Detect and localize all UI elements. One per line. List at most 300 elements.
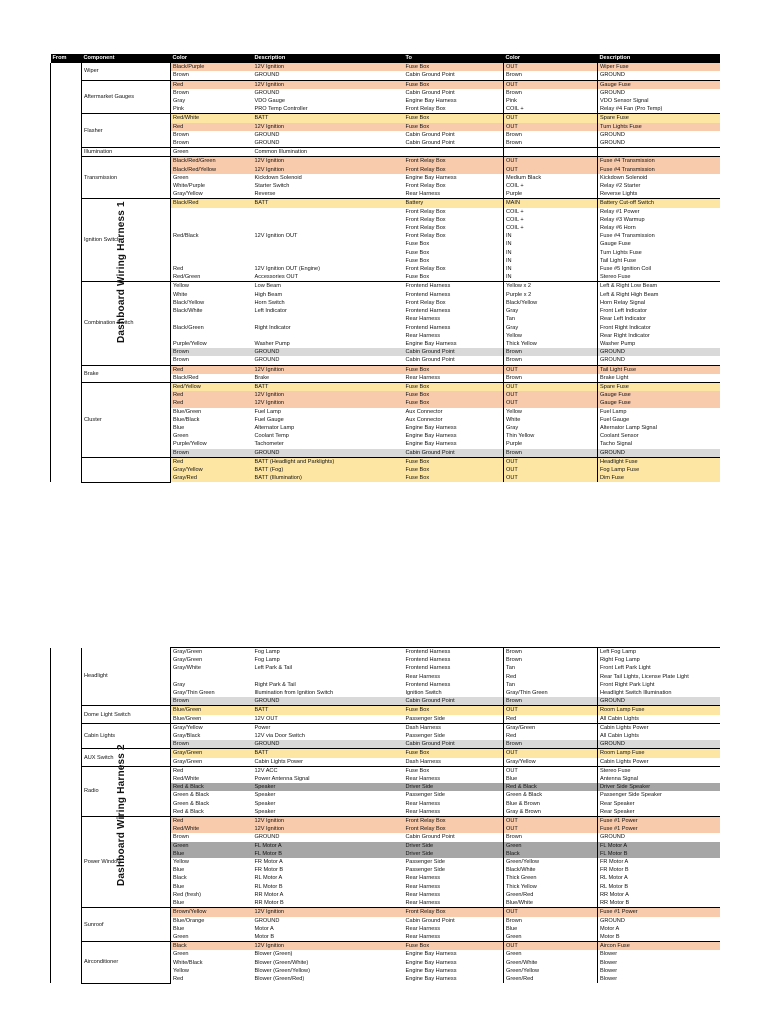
component-cell: Combination Switch	[82, 282, 171, 365]
description-cell: Speaker	[254, 792, 276, 799]
description-cell: Kickdown Solenoid	[254, 174, 302, 181]
to-cell: Cabin Ground Point	[404, 348, 504, 356]
to-cell: Cabin Ground Point	[405, 131, 455, 138]
description-cell: RL Motor A	[254, 875, 283, 882]
table-row	[51, 382, 720, 391]
to-description-cell: RL Motor B	[598, 883, 720, 891]
to-color-cell: Brown	[504, 648, 598, 657]
to-cell: Fuse Box	[404, 114, 504, 123]
to-cell: Engine Bay Harness	[405, 98, 457, 105]
to-cell: Rear Harness	[405, 191, 441, 198]
harness-table-page-1	[50, 54, 719, 483]
from-color-cell	[171, 315, 253, 323]
to-description-cell: GROUND	[598, 348, 720, 356]
to-color-cell: Green	[504, 950, 598, 958]
to-description-cell: Left & Right Low Beam	[598, 282, 720, 291]
from-color-cell: Red	[171, 399, 253, 407]
description-cell: GROUND	[253, 697, 404, 706]
description-cell: Blower (Green/Red)	[254, 975, 305, 982]
description-cell: 12V Ignition	[253, 123, 404, 131]
to-description-cell: Turn Lights Fuse	[598, 123, 720, 131]
from-color-cell: Black/Green	[171, 324, 253, 332]
to-cell: Rear Harness	[405, 875, 441, 882]
component-cell: AUX Switch	[82, 749, 171, 766]
to-description-cell: Fuse #4 Transmission	[598, 157, 720, 166]
to-cell: Rear Harness	[405, 900, 441, 907]
description-cell: Power Antenna Signal	[254, 776, 310, 783]
to-cell: Cabin Ground Point	[404, 697, 504, 706]
description-cell	[253, 249, 404, 257]
to-color-cell: Blue	[504, 775, 598, 783]
to-color-cell: Brown	[504, 697, 598, 706]
from-color-cell: Black/White	[171, 307, 253, 315]
description-cell: BATT	[253, 114, 404, 123]
description-cell: GROUND	[254, 131, 280, 138]
header-cell: Color	[504, 54, 598, 63]
to-description-cell: Stereo Fuse	[598, 766, 720, 775]
component-cell	[82, 457, 171, 482]
to-cell: Frontend Harness	[405, 308, 451, 315]
to-color-cell: Red & Black	[504, 783, 598, 791]
description-cell: Fuel Lamp	[254, 408, 281, 415]
description-cell: Motor B	[254, 933, 275, 940]
to-description-cell: Relay #4 Fan (Pro Temp)	[598, 105, 720, 114]
to-color-cell: Green/Red	[504, 975, 598, 983]
table-row	[51, 706, 720, 715]
to-cell: Engine Bay Harness	[405, 433, 457, 440]
from-color-cell: Brown	[171, 740, 253, 749]
from-color-cell: Red	[171, 391, 253, 399]
header-cell: To	[404, 54, 504, 63]
from-color-cell: White	[171, 291, 253, 299]
to-color-cell: Black	[504, 850, 598, 858]
to-cell: Fuse Box	[404, 474, 504, 482]
component-cell: Airconditioner	[82, 942, 171, 984]
from-color-cell: Gray/Green	[171, 749, 253, 758]
to-description-cell: Blower	[598, 967, 720, 975]
to-color-cell: Gray/Green	[504, 723, 598, 732]
to-color-cell: Blue & Brown	[504, 800, 598, 808]
from-color-cell: Gray/Green	[171, 656, 253, 664]
table-row	[51, 908, 720, 917]
component-cell: Radio	[82, 766, 171, 816]
to-description-cell: Aircon Fuse	[598, 942, 720, 951]
to-description-cell: FL Motor A	[598, 842, 720, 850]
to-color-cell: Tan	[504, 681, 598, 689]
from-color-cell: Red	[171, 766, 253, 775]
description-cell: 12V via Door Switch	[254, 733, 305, 740]
to-cell: Rear Harness	[405, 933, 441, 940]
from-color-cell: Black	[171, 874, 253, 882]
to-description-cell: Alternator Lamp Signal	[598, 424, 720, 432]
from-color-cell: Green & Black	[171, 791, 253, 799]
table-row	[51, 457, 720, 466]
description-cell: 12V OUT	[254, 715, 278, 722]
from-color-cell: Red	[171, 817, 253, 826]
to-cell: Passenger Side	[405, 733, 445, 740]
to-color-cell: IN	[504, 273, 598, 282]
description-cell: Motor A	[254, 925, 274, 932]
to-color-cell: OUT	[504, 399, 598, 407]
to-cell	[404, 148, 504, 157]
from-color-cell: Brown	[171, 71, 253, 80]
from-color-cell: Blue	[171, 850, 253, 858]
description-cell: BATT (Fog)	[253, 466, 404, 474]
to-color-cell: Purple	[504, 190, 598, 199]
from-color-cell	[171, 224, 253, 232]
wiring-table-1	[50, 54, 720, 483]
from-color-cell: Black/Purple	[171, 63, 253, 72]
to-description-cell: Room Lamp Fuse	[598, 706, 720, 715]
from-color-cell: Gray/Black	[171, 732, 253, 740]
description-cell: GROUND	[254, 357, 280, 364]
table-row	[51, 817, 720, 826]
description-cell: FR Motor A	[254, 859, 283, 866]
to-cell: Engine Bay Harness	[405, 340, 457, 347]
description-cell: GROUND	[253, 740, 404, 749]
to-color-cell: Red	[504, 732, 598, 740]
to-description-cell: Headlight Switch Illumination	[598, 689, 720, 697]
description-cell: BATT (Illumination)	[253, 474, 404, 482]
to-color-cell: Green	[504, 842, 598, 850]
to-description-cell: Left Fog Lamp	[598, 648, 720, 657]
to-cell: Fuse Box	[405, 249, 430, 256]
from-color-cell: Green	[171, 950, 253, 958]
to-description-cell: Tail Light Fuse	[598, 365, 720, 374]
description-cell: Starter Switch	[254, 183, 290, 190]
from-color-cell: Blue/Green	[171, 408, 253, 416]
from-color-cell	[171, 240, 253, 248]
description-cell: Fog Lamp	[253, 648, 404, 657]
from-color-cell: Brown	[171, 356, 253, 365]
description-cell: Power	[253, 723, 404, 732]
to-cell: Cabin Ground Point	[405, 140, 455, 147]
from-color-cell: Brown	[171, 139, 253, 148]
description-cell: BATT	[253, 382, 404, 391]
to-color-cell: Brown	[504, 374, 598, 383]
description-cell: Brake	[254, 374, 270, 381]
table-row	[51, 63, 720, 72]
from-color-cell: Green & Black	[171, 800, 253, 808]
to-cell: Rear Harness	[405, 316, 441, 323]
to-color-cell: Green/Red	[504, 891, 598, 899]
from-color-cell: Green	[171, 174, 253, 182]
description-cell: 12V Ignition	[253, 80, 404, 89]
description-cell: Blower (Green/White)	[254, 959, 309, 966]
from-color-cell: Red/White	[171, 114, 253, 123]
to-cell: Engine Bay Harness	[405, 951, 457, 958]
to-color-cell: Purple	[504, 440, 598, 448]
to-cell: Driver Side	[404, 850, 504, 858]
to-cell: Front Relay Box	[405, 106, 446, 113]
description-cell: 12V Ignition	[253, 908, 404, 917]
to-description-cell: FR Motor A	[598, 858, 720, 866]
description-cell: GROUND	[254, 140, 280, 147]
to-color-cell: COIL +	[504, 224, 598, 232]
from-color-cell: Pink	[171, 105, 253, 114]
description-cell: RL Motor B	[254, 883, 283, 890]
to-description-cell: GROUND	[598, 89, 720, 97]
from-color-cell: Blue/Black	[171, 416, 253, 424]
to-color-cell: Thick Green	[504, 874, 598, 882]
to-description-cell: Blower	[598, 975, 720, 983]
to-color-cell: Blue/White	[504, 899, 598, 908]
to-description-cell: Rear Right Indicator	[598, 332, 720, 340]
description-cell	[253, 208, 404, 216]
from-color-cell: Black/Red/Yellow	[171, 166, 253, 174]
from-color-cell: Blue/Green	[171, 715, 253, 724]
to-description-cell: Fuse #4 Transmission	[598, 166, 720, 174]
from-color-cell: Brown	[171, 449, 253, 458]
description-cell: Blower (Green)	[254, 951, 293, 958]
to-color-cell: Pink	[504, 97, 598, 105]
table-row	[51, 766, 720, 775]
from-color-cell	[171, 216, 253, 224]
description-cell: VDO Gauge	[254, 98, 285, 105]
to-description-cell: Gauge Fuse	[598, 240, 720, 248]
to-cell: Fuse Box	[404, 706, 504, 715]
to-color-cell: Red	[504, 715, 598, 724]
description-cell: Accessories OUT	[254, 274, 299, 281]
header-cell: Description	[253, 54, 404, 63]
description-cell: BATT	[253, 706, 404, 715]
to-description-cell: Front Left Indicator	[598, 307, 720, 315]
to-description-cell: Dim Fuse	[598, 474, 720, 482]
to-cell: Front Relay Box	[405, 208, 446, 215]
description-cell: Common Illumination	[253, 148, 404, 157]
description-cell: Low Beam	[253, 282, 404, 291]
to-description-cell: RR Motor B	[598, 899, 720, 908]
from-color-cell: Blue	[171, 883, 253, 891]
to-cell: Passenger Side	[405, 792, 445, 799]
to-cell: Front Relay Box	[404, 817, 504, 826]
to-description-cell: Antenna Signal	[598, 775, 720, 783]
to-cell: Fuse Box	[404, 466, 504, 474]
description-cell: Speaker	[254, 808, 276, 815]
from-color-cell: Red/Green	[171, 273, 253, 282]
table-row	[51, 199, 720, 208]
description-cell: Horn Switch	[254, 299, 285, 306]
to-color-cell: Medium Black	[504, 174, 598, 182]
to-color-cell: Yellow x 2	[504, 282, 598, 291]
to-description-cell: GROUND	[598, 740, 720, 749]
to-color-cell: Brown	[504, 740, 598, 749]
from-color-cell: Gray	[171, 97, 253, 105]
to-description-cell: Brake Light	[598, 374, 720, 383]
to-cell: Fuse Box	[404, 457, 504, 466]
to-description-cell: Front Right Park Light	[598, 681, 720, 689]
from-color-cell	[171, 208, 253, 216]
to-cell: Front Relay Box	[405, 225, 446, 232]
from-color-cell: Red	[171, 265, 253, 273]
to-cell: Frontend Harness	[405, 324, 451, 331]
to-color-cell: Green	[504, 933, 598, 942]
from-color-cell: Red	[171, 80, 253, 89]
to-color-cell: Tan	[504, 664, 598, 672]
header-cell: Component	[82, 54, 171, 63]
from-color-cell: Black	[171, 942, 253, 951]
to-cell: Passenger Side	[405, 859, 445, 866]
from-color-cell: Gray/Yellow	[171, 723, 253, 732]
from-color-cell: Red	[171, 975, 253, 983]
description-cell: FL Motor A	[253, 842, 404, 850]
to-cell: Fuse Box	[404, 399, 504, 407]
to-cell: Fuse Box	[404, 382, 504, 391]
description-cell: 12V Ignition	[253, 942, 404, 951]
from-color-cell: Red/Black	[171, 232, 253, 240]
component-cell: Headlight	[82, 648, 171, 706]
table-header-row	[51, 54, 720, 63]
from-color-cell: Green	[171, 432, 253, 440]
to-description-cell: Tail Light Fuse	[598, 257, 720, 265]
to-description-cell: Rear Left Indicator	[598, 315, 720, 323]
to-description-cell: Fuse #1 Power	[598, 817, 720, 826]
to-color-cell: Brown	[504, 71, 598, 80]
from-color-cell: Black/Red	[171, 374, 253, 383]
to-color-cell: Gray/Thin Green	[504, 689, 598, 697]
to-description-cell: Wiper Fuse	[598, 63, 720, 72]
wiring-table-2	[50, 647, 720, 984]
to-description-cell: Motor B	[598, 933, 720, 942]
description-cell: 12V Ignition OUT (Engine)	[254, 266, 321, 273]
table-row	[51, 80, 720, 89]
to-description-cell: Fog Lamp Fuse	[598, 466, 720, 474]
component-cell: Ignition Switch	[82, 199, 171, 282]
to-description-cell: Stereo Fuse	[598, 273, 720, 282]
to-cell: Rear Harness	[405, 800, 441, 807]
description-cell: Alternator Lamp	[254, 424, 295, 431]
description-cell: Right Park & Tail	[254, 681, 296, 688]
description-cell: RR Motor B	[254, 900, 284, 907]
to-description-cell: Horn Relay Signal	[598, 299, 720, 307]
to-color-cell: OUT	[504, 466, 598, 474]
description-cell: GROUND	[254, 917, 280, 924]
header-cell: From	[51, 54, 82, 63]
description-cell: 12V Ignition	[253, 817, 404, 826]
description-cell: PRO Temp Controller	[254, 106, 308, 113]
to-cell: Front Relay Box	[404, 166, 504, 174]
to-description-cell: Battery Cut-off Switch	[598, 199, 720, 208]
from-color-cell	[171, 257, 253, 265]
to-description-cell: FL Motor B	[598, 850, 720, 858]
component-cell: Cabin Lights	[82, 723, 171, 749]
to-cell: Engine Bay Harness	[405, 967, 457, 974]
to-cell: Fuse Box	[404, 365, 504, 374]
description-cell: Coolant Temp	[254, 433, 289, 440]
from-color-cell: Black/Yellow	[171, 299, 253, 307]
to-color-cell: Green/Yellow	[504, 858, 598, 866]
from-color-cell: Gray/Red	[171, 474, 253, 482]
description-cell: Left Park & Tail	[254, 665, 293, 672]
from-color-cell: Gray/Yellow	[171, 190, 253, 199]
to-description-cell: GROUND	[598, 917, 720, 925]
from-color-cell	[171, 249, 253, 257]
from-color-cell: Red	[171, 123, 253, 131]
description-cell: FR Motor B	[254, 867, 284, 874]
to-description-cell: Passenger Side Speaker	[598, 791, 720, 799]
from-color-cell: Brown	[171, 131, 253, 139]
to-cell: Fuse Box	[405, 241, 430, 248]
to-color-cell: OUT	[504, 908, 598, 917]
description-cell: BATT	[253, 199, 404, 208]
to-color-cell: OUT	[504, 457, 598, 466]
to-color-cell: COIL +	[504, 208, 598, 216]
to-color-cell: Tan	[504, 315, 598, 323]
to-color-cell: Thick Yellow	[504, 340, 598, 348]
component-cell: Flasher	[82, 114, 171, 148]
to-description-cell: All Cabin Lights	[598, 732, 720, 740]
to-color-cell: Gray	[504, 307, 598, 315]
to-description-cell: Left & Right High Beam	[598, 291, 720, 299]
to-color-cell: OUT	[504, 80, 598, 89]
to-color-cell: Brown	[504, 656, 598, 664]
to-cell: Fuse Box	[405, 274, 430, 281]
description-cell: 12V Ignition	[253, 157, 404, 166]
from-color-cell: Yellow	[171, 282, 253, 291]
to-cell: Front Relay Box	[404, 157, 504, 166]
to-color-cell: OUT	[504, 825, 598, 833]
to-color-cell: MAIN	[504, 199, 598, 208]
to-color-cell: Brown	[504, 139, 598, 148]
from-color-cell: Red/White	[171, 825, 253, 833]
description-cell: High Beam	[254, 291, 283, 298]
to-color-cell: OUT	[504, 365, 598, 374]
to-description-cell	[598, 148, 720, 157]
from-color-cell: Green	[171, 842, 253, 850]
to-description-cell: Driver Side Speaker	[598, 783, 720, 791]
description-cell: GROUND	[254, 89, 280, 96]
from-color-cell: Green	[171, 933, 253, 942]
to-color-cell: White	[504, 416, 598, 424]
to-color-cell: Brown	[504, 917, 598, 925]
to-color-cell: Green/White	[504, 959, 598, 967]
description-cell: Fog Lamp	[254, 657, 280, 664]
to-color-cell: Black/Yellow	[504, 299, 598, 307]
from-color-cell: Red & Black	[171, 783, 253, 791]
harness-table-page-2	[50, 647, 719, 984]
to-cell: Fuse Box	[404, 942, 504, 951]
from-color-cell: Blue	[171, 866, 253, 874]
from-color-cell: Blue	[171, 899, 253, 908]
description-cell: Illumination from Ignition Switch	[254, 690, 334, 697]
to-color-cell: IN	[504, 265, 598, 273]
to-cell: Frontend Harness	[405, 291, 451, 298]
description-cell: Washer Pump	[254, 340, 290, 347]
to-color-cell: COIL +	[504, 105, 598, 114]
to-color-cell: Brown	[504, 356, 598, 365]
to-description-cell: Right Fog Lamp	[598, 656, 720, 664]
to-description-cell: Gauge Fuse	[598, 80, 720, 89]
description-cell	[253, 332, 404, 340]
to-description-cell: Blower	[598, 959, 720, 967]
to-cell: Fuse Box	[404, 391, 504, 399]
to-cell: Cabin Ground Point	[404, 740, 504, 749]
from-color-cell: Purple/Yellow	[171, 440, 253, 448]
description-cell: Cabin Lights Power	[254, 758, 304, 765]
from-color-cell: Brown	[171, 89, 253, 97]
to-color-cell: Blue	[504, 925, 598, 933]
table-row	[51, 282, 720, 291]
to-color-cell: Green/Yellow	[504, 967, 598, 975]
description-cell: 12V Ignition	[253, 825, 404, 833]
to-description-cell: Fuse #5 Ignition Coil	[598, 265, 720, 273]
to-cell: Passenger Side	[405, 715, 445, 722]
to-cell: Rear Harness	[405, 883, 441, 890]
to-description-cell: Washer Pump	[598, 340, 720, 348]
to-description-cell: GROUND	[598, 131, 720, 139]
description-cell: GROUND	[253, 348, 404, 356]
to-description-cell: Front Left Park Light	[598, 664, 720, 672]
